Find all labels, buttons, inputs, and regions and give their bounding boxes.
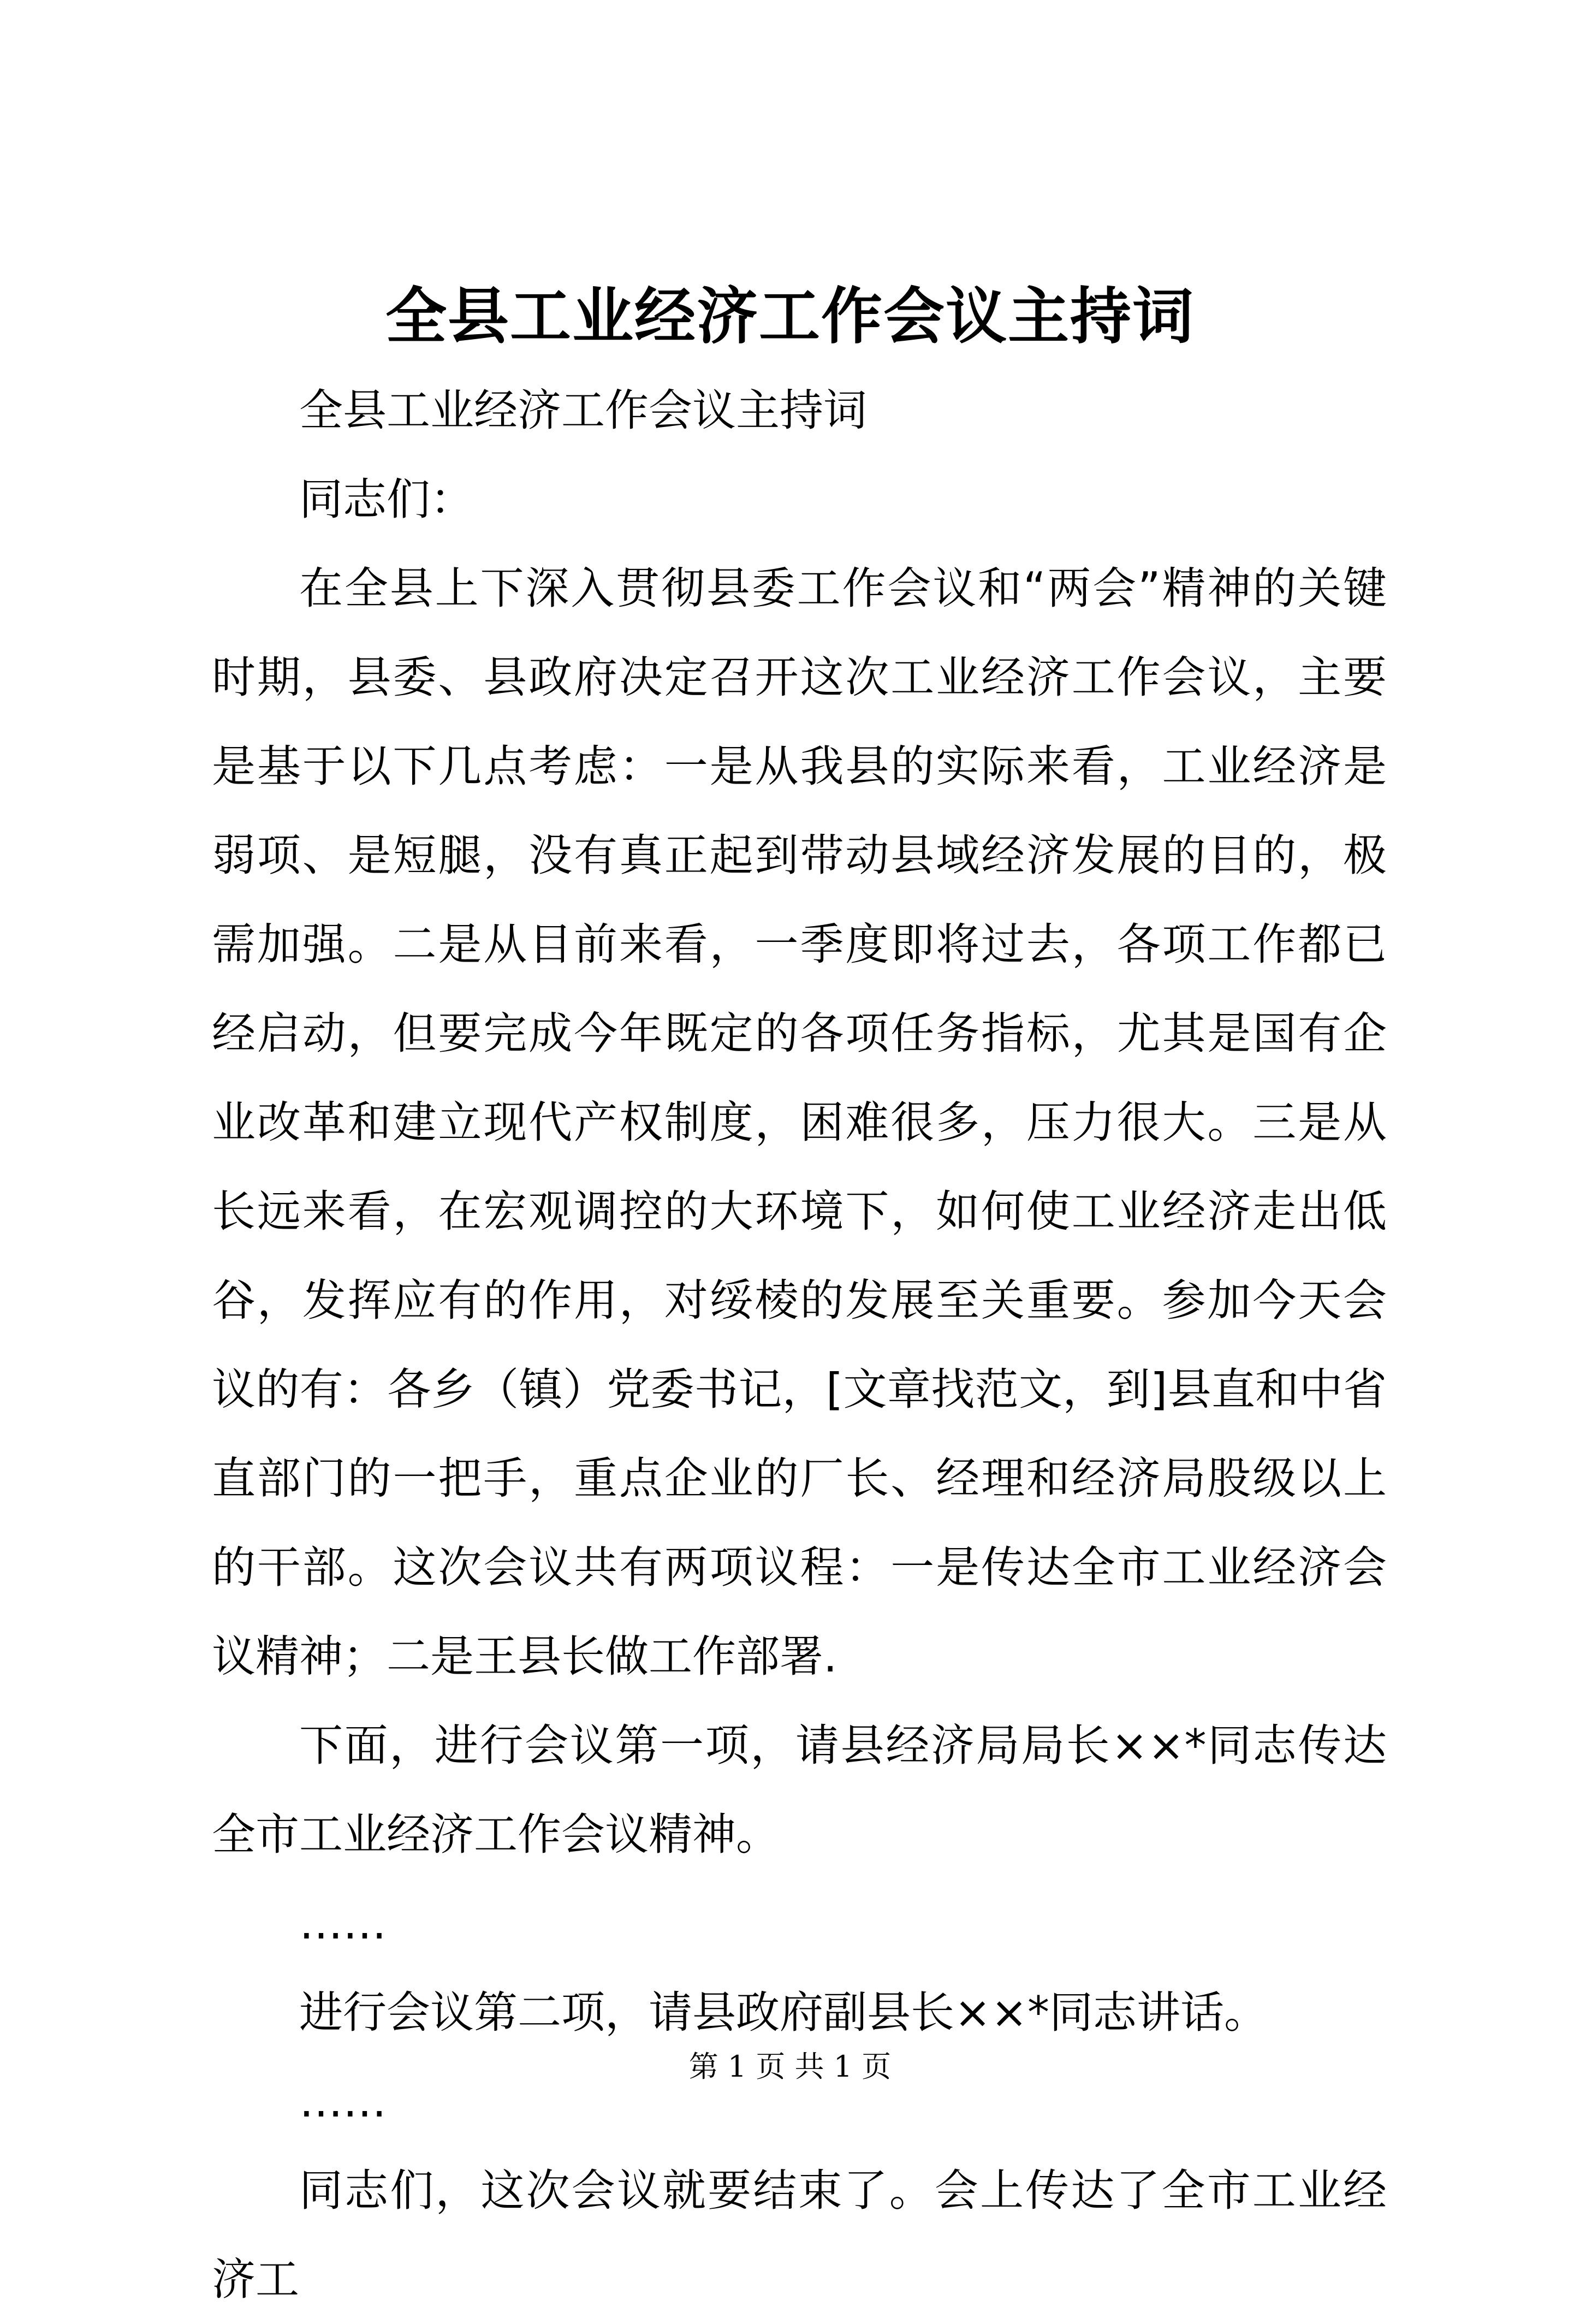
page-footer: 第 1 页 共 1 页	[688, 2049, 892, 2084]
document-body	[212, 366, 1387, 2324]
body-paragraph-ellipsis: ……	[299, 2076, 387, 2127]
body-paragraph-agenda-one: 下面，进行会议第一项，请县经济局局长××*同志传达全市工业经济工作会议精神。	[212, 1720, 1387, 1860]
body-paragraph-closing: 同志们，这次会议就要结束了。会上传达了全市工业经济工	[212, 2165, 1387, 2305]
body-paragraph-ellipsis: ……	[299, 1898, 387, 1949]
body-paragraph-subtitle: 全县工业经济工作会议主持词	[299, 385, 867, 436]
body-paragraph-agenda-two: 进行会议第二项，请县政府副县长××*同志讲话。	[299, 1987, 1268, 2038]
document-title: 全县工业经济工作会议主持词	[385, 281, 1195, 352]
body-paragraph-salutation: 同志们：	[299, 474, 474, 525]
body-paragraph-main: 在全县上下深入贯彻县委工作会议和“两会”精神的关键时期，县委、县政府决定召开这次工业经济工作会议，主要是基于以下几点考虑：一是从我县的实际来看，工业经济是弱项、是短腿，没有真正起到带动县域经济发展的目的，极需加强。二是从目前来看，一季度即将过去，各项工作都已经启动，但要完成今年既定的各项任务指标，尤其是国有企业改革和建立现代产权制度，困难很多，压力很大。三是从长远来看，在宏观调控的大环境下，如何使工业经济走出低谷，发挥应有的作用，对绥棱的发展至关重要。参加今天会议的有：各乡（镇）党委书记，[文章找范文，到]县直和中省直部门的一把手，重点企业的厂长、经理和经济局股级以上的干部。这次会议共有两项议程：一是传达全市工业经济会议精神；二是王县长做工作部署.	[212, 563, 1387, 1682]
